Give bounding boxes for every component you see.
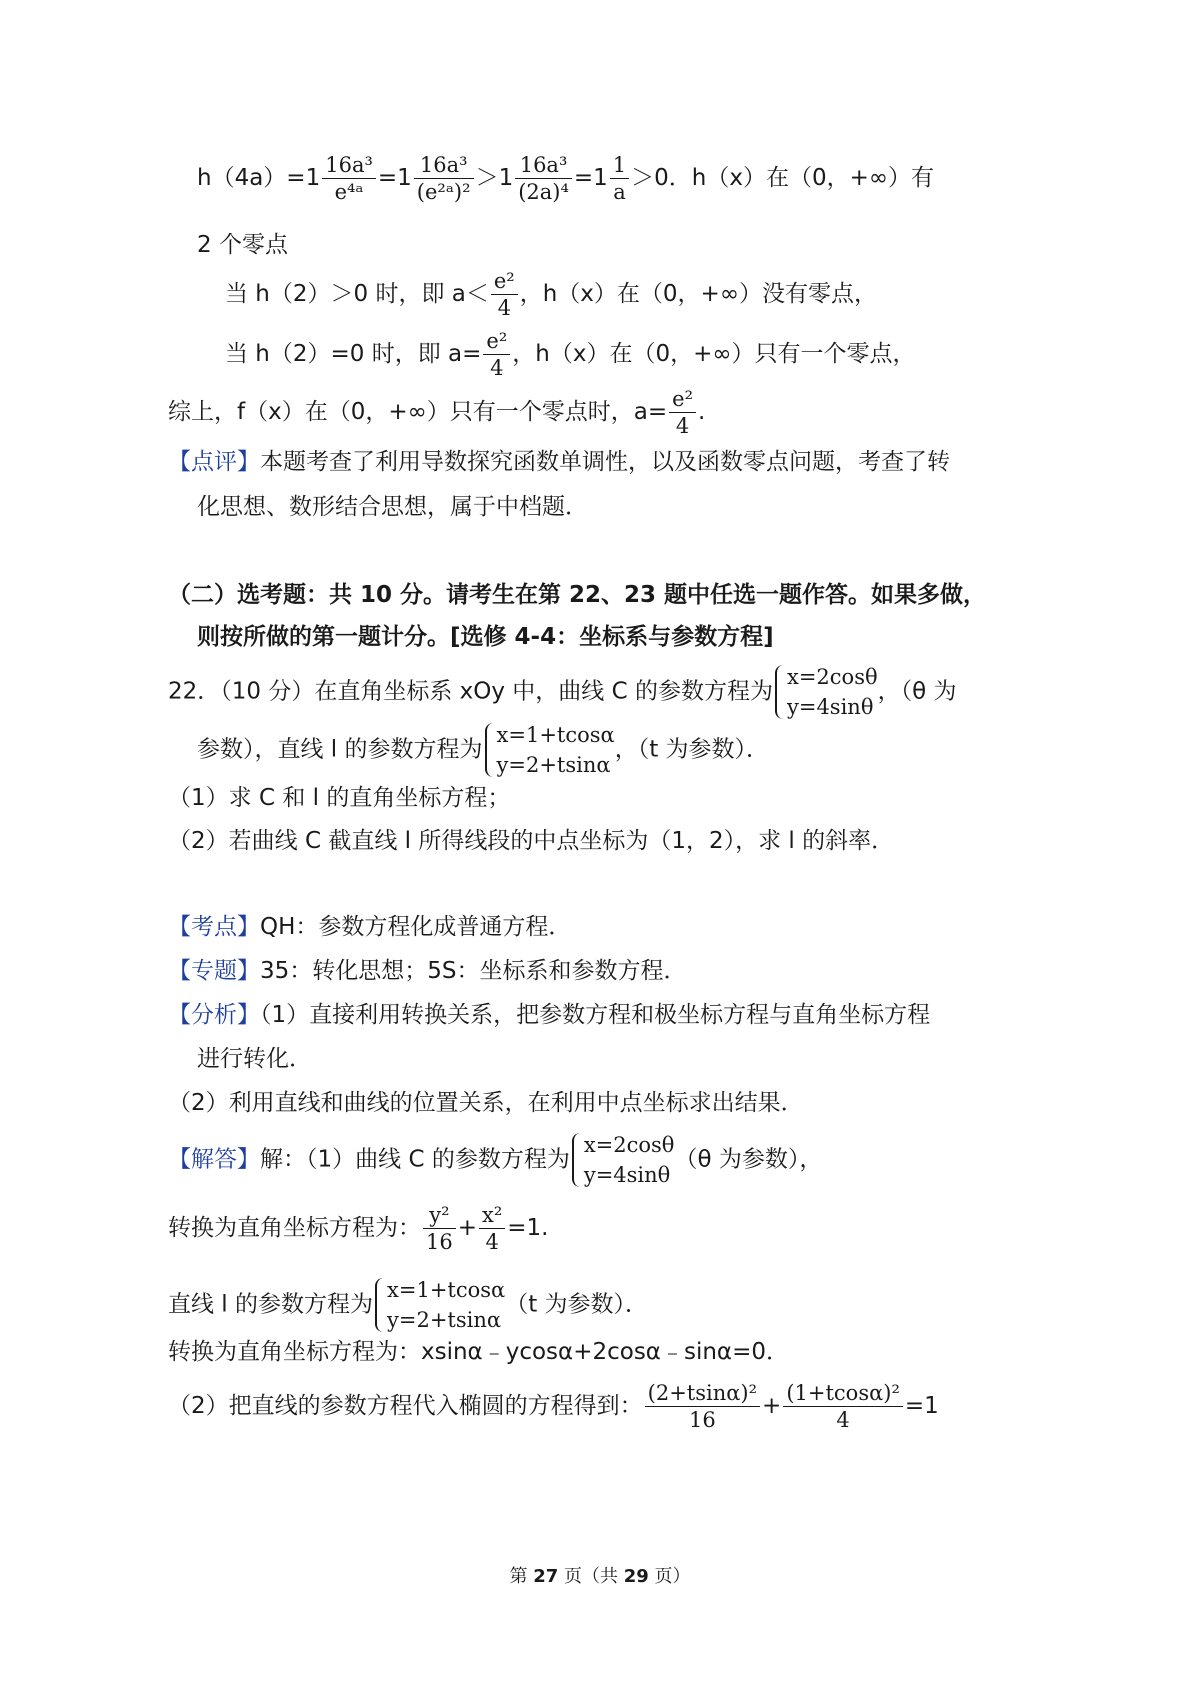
page-footer	[0, 1562, 1200, 1588]
equation: y=4sinθ	[786, 695, 874, 719]
line-fenxi-2: （2）利用直线和曲线的位置关系，在利用中点坐标求出结果．	[168, 1090, 804, 1116]
text: 综上，f（x）在（0，+∞）只有一个零点时，a=	[168, 399, 668, 425]
question-22-cont	[197, 720, 769, 780]
text: 当 h（2）=0 时，即 a=	[225, 341, 482, 367]
text: 转换为直角坐标方程为：	[168, 1215, 421, 1241]
section-tag: 【解答】	[168, 1146, 260, 1173]
text: =1.	[507, 1215, 549, 1241]
text: 35：转化思想；5S：坐标系和参数方程．	[260, 958, 687, 984]
text: ＞0．h（x）在（0，+∞）有	[631, 165, 935, 191]
numerator: 1	[610, 152, 629, 179]
equation-system	[773, 662, 878, 722]
denominator: 16	[688, 1408, 716, 1432]
text: =1	[573, 165, 608, 191]
numerator: e²	[669, 386, 696, 413]
denominator: e⁴ᵃ	[334, 180, 364, 204]
equation: y=4sinθ	[583, 1163, 671, 1187]
text: ，h（x）在（0，+∞）没有零点，	[519, 281, 877, 307]
text: =1	[904, 1393, 939, 1419]
equation-system	[483, 720, 615, 780]
equation: y=2+tsinα	[387, 1308, 502, 1332]
text: ，（θ 为	[877, 678, 957, 705]
line-two-zeros: 2 个零点	[197, 232, 288, 258]
fraction	[483, 328, 510, 381]
text: （1）直接利用转换关系，把参数方程和极坐标方程与直角坐标方程	[260, 1002, 931, 1028]
fraction	[414, 152, 474, 205]
line-substitute	[168, 1380, 939, 1433]
fraction	[479, 1202, 505, 1255]
line-zhuanti	[168, 956, 687, 986]
numerator: y²	[423, 1202, 456, 1229]
equation-system	[373, 1275, 505, 1335]
numerator: 16a³	[515, 152, 572, 179]
text: （2）把直线的参数方程代入椭圆的方程得到：	[168, 1393, 643, 1419]
line-jieda	[168, 1130, 822, 1190]
line-conclusion	[168, 386, 705, 439]
equation-system	[570, 1130, 675, 1190]
denominator: 4	[485, 1230, 499, 1254]
text: 本题考查了利用导数探究函数单调性，以及函数零点问题，考查了转	[260, 449, 950, 475]
equation: x=1+tcosα	[387, 1278, 506, 1302]
numerator: e²	[483, 328, 510, 355]
text: ，h（x）在（0，+∞）只有一个零点，	[512, 341, 916, 367]
sub-question-2: （2）若曲线 C 截直线 l 所得线段的中点坐标为（1，2），求 l 的斜率．	[168, 828, 895, 854]
numerator: e²	[491, 268, 518, 295]
section-heading-cont: 则按所做的第一题计分。[选修 4-4：坐标系与参数方程]	[197, 624, 774, 650]
text: 页（共	[558, 1566, 624, 1587]
text: +	[457, 1215, 478, 1241]
fraction	[645, 1380, 760, 1433]
fraction	[322, 152, 376, 205]
text: h（4a）=1	[197, 165, 321, 191]
denominator: a	[613, 180, 626, 204]
text: （t 为参数）．	[505, 1291, 649, 1318]
denominator: (2a)⁴	[518, 180, 569, 204]
total-pages: 29	[623, 1566, 649, 1587]
fraction	[423, 1202, 456, 1255]
line-line-cartesian: 转换为直角坐标方程为：xsinα﹣ycosα+2cosα﹣sinα=0．	[168, 1339, 789, 1365]
text: 解：（1）曲线 C 的参数方程为	[260, 1146, 570, 1173]
denominator: (e²ᵃ)²	[416, 180, 471, 204]
fraction	[669, 386, 696, 439]
sub-question-1: （1）求 C 和 l 的直角坐标方程；	[168, 785, 511, 811]
equation: x=2cosθ	[786, 665, 878, 689]
line-line-param	[168, 1275, 648, 1335]
text: 直线 l 的参数方程为	[168, 1291, 374, 1318]
denominator: 4	[675, 414, 690, 438]
text: .	[698, 399, 706, 425]
line-case-positive	[225, 268, 877, 321]
numerator: x²	[479, 1202, 505, 1229]
section-tag: 【考点】	[168, 914, 260, 940]
line-comment	[168, 447, 950, 477]
text: 参数），直线 l 的参数方程为	[197, 736, 483, 763]
text: ，（t 为参数）．	[614, 736, 770, 763]
text: ＞1	[475, 165, 514, 191]
fraction	[783, 1380, 903, 1433]
denominator: 4	[836, 1408, 850, 1432]
text: （θ 为参数），	[674, 1146, 823, 1173]
text: 当 h（2）＞0 时，即 a＜	[225, 281, 489, 307]
question-22	[168, 662, 957, 722]
line-ellipse-eq	[168, 1202, 549, 1255]
line-case-zero	[225, 328, 916, 381]
section-tag: 【分析】	[168, 1002, 260, 1028]
line-fenxi	[168, 1000, 930, 1030]
section-tag: 【点评】	[168, 449, 260, 475]
section-tag: 【专题】	[168, 958, 260, 984]
text: 22．（10 分）在直角坐标系 xOy 中，曲线 C 的参数方程为	[168, 678, 773, 705]
line-fenxi-cont: 进行转化．	[197, 1046, 312, 1072]
fraction	[610, 152, 629, 205]
line-comment-cont: 化思想、数形结合思想，属于中档题．	[197, 494, 588, 520]
equation: x=2cosθ	[583, 1133, 675, 1157]
text: QH：参数方程化成普通方程．	[260, 914, 572, 940]
denominator: 4	[497, 296, 511, 320]
equation: y=2+tsinα	[496, 753, 611, 777]
section-heading: （二）选考题：共 10 分。请考生在第 22、23 题中任选一题作答。如果多做，	[168, 582, 987, 608]
text: 页）	[648, 1566, 691, 1587]
line-kaodian	[168, 912, 571, 942]
denominator: 16	[426, 1230, 453, 1254]
text: +	[762, 1393, 782, 1419]
numerator: (1+tcosα)²	[783, 1380, 903, 1407]
page-number: 27	[533, 1566, 559, 1587]
line-h4a	[197, 152, 934, 205]
equation: x=1+tcosα	[496, 723, 615, 747]
text: 第	[509, 1566, 534, 1587]
numerator: (2+tsinα)²	[645, 1380, 760, 1407]
fraction	[515, 152, 572, 205]
numerator: 16a³	[322, 152, 376, 179]
text: =1	[377, 165, 412, 191]
numerator: 16a³	[414, 152, 474, 179]
denominator: 4	[490, 356, 504, 380]
fraction	[491, 268, 518, 321]
